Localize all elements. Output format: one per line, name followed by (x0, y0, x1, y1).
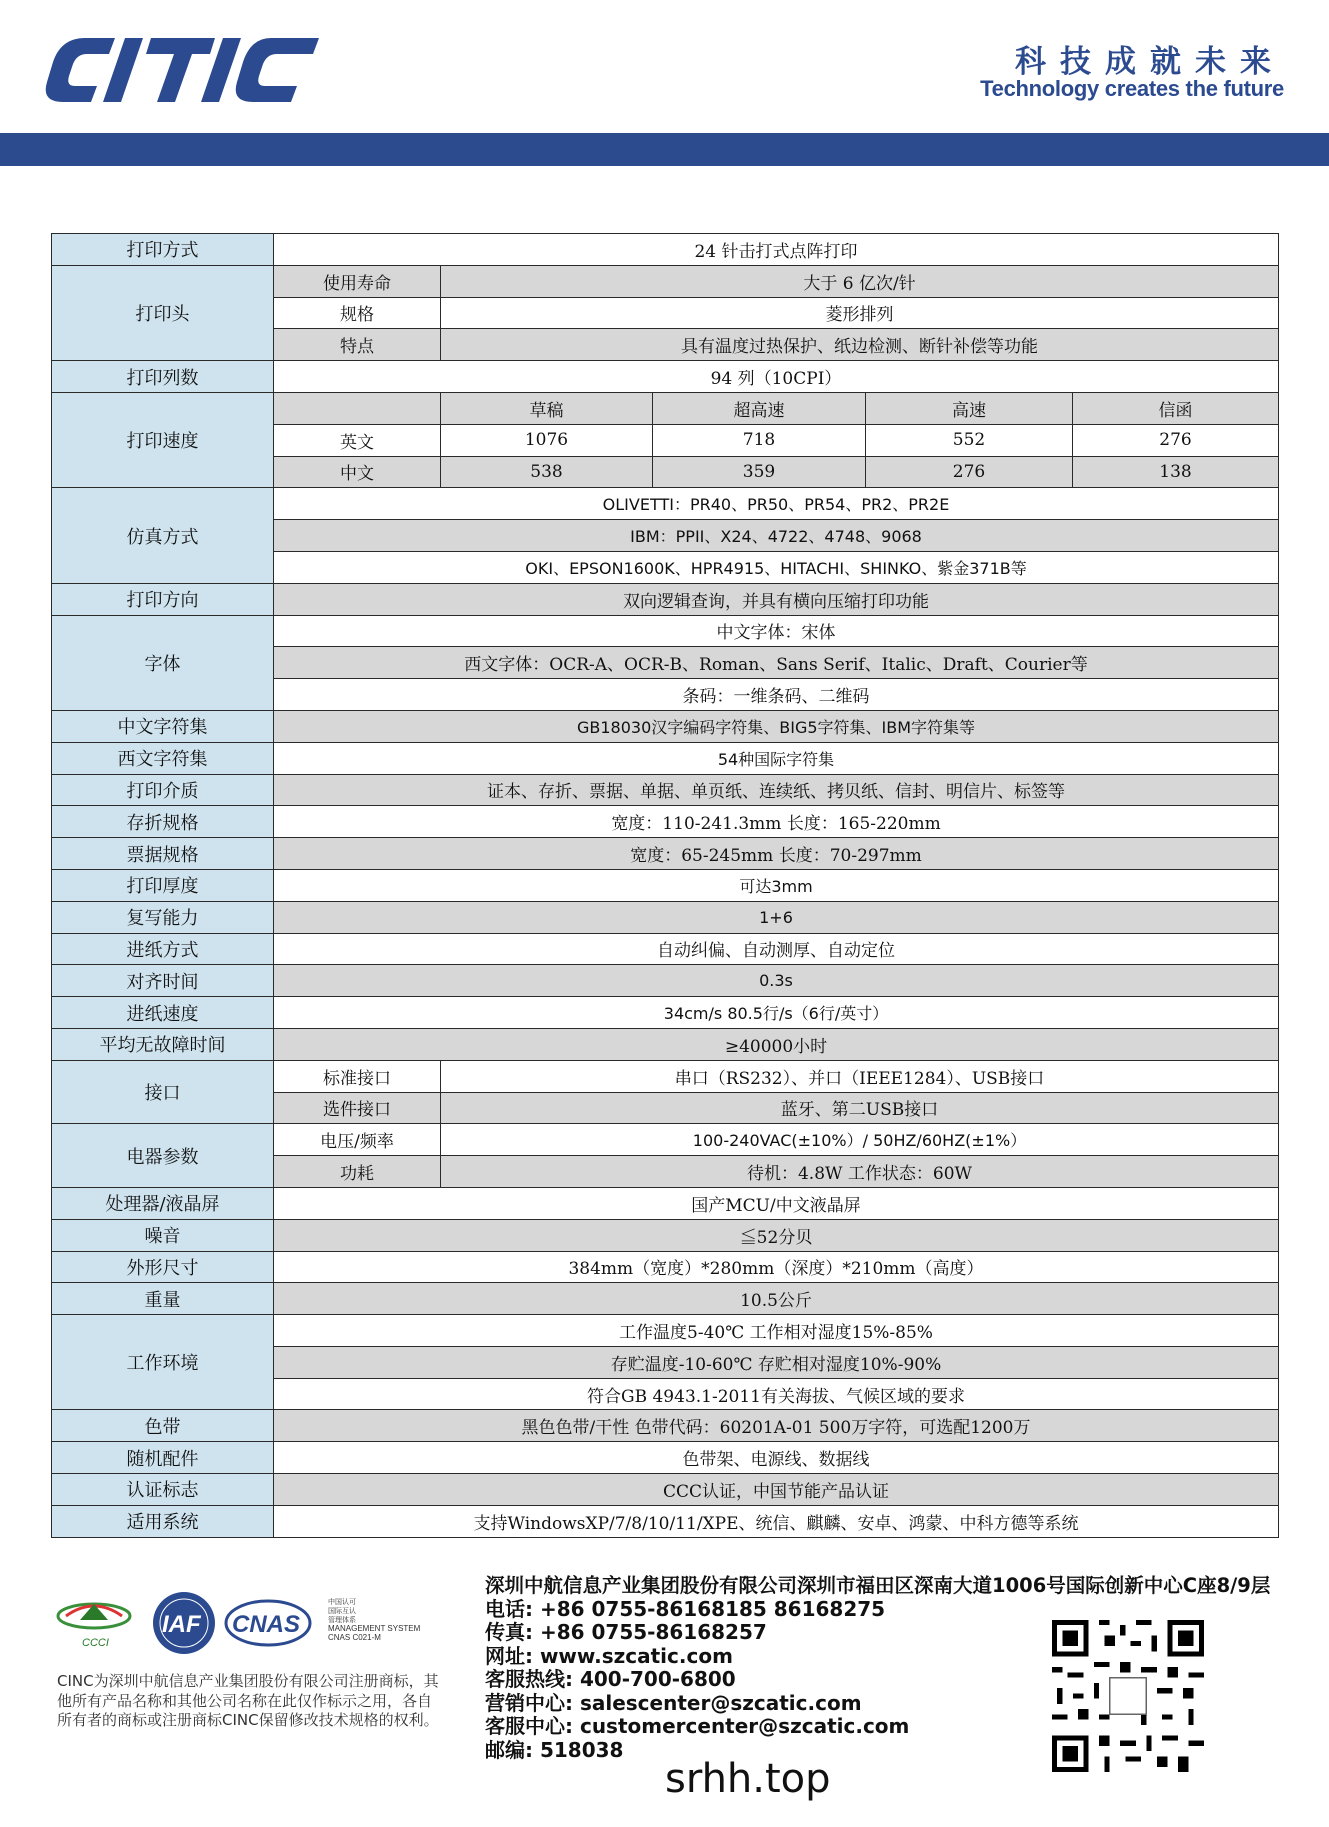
table-row (52, 1187, 1279, 1219)
watermark: srhh.top (665, 1756, 831, 1802)
speed-chinese-draft: 538 (441, 456, 653, 488)
weight-label: 重量 (52, 1283, 274, 1315)
company-address: 深圳中航信息产业集团股份有限公司深圳市福田区深南大道1006号国际创新中心C座8/9层 (485, 1574, 1271, 1597)
interface-optional-label: 选件接口 (274, 1092, 441, 1124)
phone: 电话: +86 0755-86168185 86168275 (485, 1596, 886, 1621)
systems-label: 适用系统 (52, 1505, 274, 1537)
fonts-value-3: 条码：一维条码、二维码 (274, 679, 1279, 711)
speed-english-letter: 276 (1073, 424, 1279, 456)
electrical-power-label: 功耗 (274, 1156, 441, 1188)
svg-text:CNAS: CNAS (232, 1611, 301, 1638)
cn-charset-value: GB18030汉字编码字符集、BIG5字符集、IBM字符集等 (274, 710, 1279, 742)
table-row (52, 806, 1279, 838)
dimensions-label: 外形尺寸 (52, 1251, 274, 1283)
iaf-logo (153, 1592, 215, 1654)
table-row (52, 933, 1279, 965)
fax: 传真: +86 0755-86168257 (485, 1620, 767, 1644)
speed-english-ultra: 718 (653, 424, 866, 456)
svg-text:CNAS C021-M: CNAS C021-M (328, 1633, 381, 1642)
print-method-label: 打印方式 (52, 234, 274, 266)
svg-text:中国认可: 中国认可 (328, 1598, 356, 1606)
thickness-value: 可达3mm (274, 869, 1279, 901)
cn-charset-label: 中文字符集 (52, 710, 274, 742)
table-row (52, 265, 1279, 297)
table-row (52, 361, 1279, 393)
table-row (52, 488, 1279, 520)
tagline-chinese: 科技成就未来 (1015, 44, 1285, 80)
table-row (52, 1060, 1279, 1092)
feed-mode-value: 自动纠偏、自动测厚、自动定位 (274, 933, 1279, 965)
table-row (52, 1315, 1279, 1347)
table-row (52, 1410, 1279, 1442)
speed-corner (274, 392, 441, 424)
copies-value: 1+6 (274, 901, 1279, 933)
table-row (52, 965, 1279, 997)
speed-header-ultra: 超高速 (653, 392, 866, 424)
table-row (52, 615, 1279, 647)
speed-chinese-label: 中文 (274, 456, 441, 488)
service-email[interactable]: 客服中心: customercenter@szcatic.com (485, 1714, 910, 1738)
speed-label: 打印速度 (52, 392, 274, 487)
table-row (52, 1251, 1279, 1283)
print-head-spec-label: 规格 (274, 297, 441, 329)
tagline-english: Technology creates the future (980, 76, 1284, 101)
weight-value: 10.5公斤 (274, 1283, 1279, 1315)
interface-standard-value: 串口（RS232）、并口（IEEE1284）、USB接口 (441, 1060, 1279, 1092)
postcode: 邮编: 518038 (485, 1737, 624, 1762)
media-label: 打印介质 (52, 774, 274, 806)
cpu-lcd-value: 国产MCU/中文液晶屏 (274, 1187, 1279, 1219)
noise-value: ≦52分贝 (274, 1219, 1279, 1251)
table-row (52, 838, 1279, 870)
electrical-voltage-label: 电压/频率 (274, 1124, 441, 1156)
svg-text:国际互认: 国际互认 (328, 1607, 356, 1615)
west-charset-label: 西文字符集 (52, 742, 274, 774)
sales-email[interactable]: 营销中心: salescenter@szcatic.com (485, 1690, 862, 1715)
citic-logo-text: CITIC (45, 34, 48, 35)
speed-english-label: 英文 (274, 424, 441, 456)
systems-value: 支持WindowsXP/7/8/10/11/XPE、统信、麒麟、安卓、鸿蒙、中科方德等系统 (274, 1505, 1279, 1537)
table-row (52, 1219, 1279, 1251)
print-head-label: 打印头 (52, 265, 274, 360)
passbook-label: 存折规格 (52, 806, 274, 838)
electrical-label: 电器参数 (52, 1124, 274, 1188)
table-row (52, 869, 1279, 901)
electrical-power-value: 待机：4.8W 工作状态：60W (441, 1156, 1279, 1188)
print-head-life-value: 大于 6 亿次/针 (441, 265, 1279, 297)
emulation-label: 仿真方式 (52, 488, 274, 583)
fonts-label: 字体 (52, 615, 274, 710)
cnas-logo (226, 1597, 421, 1645)
emulation-value-2: IBM：PPII、X24、4722、4748、9068 (274, 520, 1279, 552)
speed-chinese-high: 276 (866, 456, 1073, 488)
table-row (52, 234, 1279, 266)
table-row (52, 1442, 1279, 1474)
speed-chinese-letter: 138 (1073, 456, 1279, 488)
interface-optional-value: 蓝牙、第二USB接口 (441, 1092, 1279, 1124)
feed-mode-label: 进纸方式 (52, 933, 274, 965)
feed-speed-value: 34cm/s 80.5行/s（6行/英寸） (274, 997, 1279, 1029)
columns-value: 94 列（10CPI） (274, 361, 1279, 393)
mtbf-value: ≥40000小时 (274, 1028, 1279, 1060)
interface-label: 接口 (52, 1060, 274, 1124)
speed-header-draft: 草稿 (441, 392, 653, 424)
svg-text:IAF: IAF (162, 1611, 201, 1638)
table-row (52, 710, 1279, 742)
table-row (52, 1124, 1279, 1156)
table-row (52, 742, 1279, 774)
certification-value: CCC认证，中国节能产品认证 (274, 1474, 1279, 1506)
noise-label: 噪音 (52, 1219, 274, 1251)
west-charset-value: 54种国际字符集 (274, 742, 1279, 774)
direction-label: 打印方向 (52, 583, 274, 615)
ticket-label: 票据规格 (52, 838, 274, 870)
speed-english-high: 552 (866, 424, 1073, 456)
qr-code-icon (1052, 1620, 1204, 1772)
environment-value-1: 工作温度5-40℃ 工作相对湿度15%-85% (274, 1315, 1279, 1347)
ribbon-value: 黑色色带/干性 色带代码：60201A-01 500万字符，可选配1200万 (274, 1410, 1279, 1442)
table-row (52, 1283, 1279, 1315)
certification-logos (56, 1590, 436, 1665)
spec-table (51, 233, 1279, 1538)
passbook-value: 宽度：110-241.3mm 长度：165-220mm (274, 806, 1279, 838)
table-row (52, 583, 1279, 615)
print-head-spec-value: 菱形排列 (441, 297, 1279, 329)
align-time-label: 对齐时间 (52, 965, 274, 997)
electrical-voltage-value: 100-240VAC(±10%）/ 50HZ/60HZ(±1%） (441, 1124, 1279, 1156)
hotline: 客服热线: 400-700-6800 (485, 1667, 736, 1691)
speed-header-high: 高速 (866, 392, 1073, 424)
header-band (0, 133, 1329, 166)
print-method-value: 24 针击打式点阵打印 (274, 234, 1279, 266)
table-row (52, 1028, 1279, 1060)
trademark-note: CINC为深圳中航信息产业集团股份有限公司注册商标，其他所有产品名称和其他公司名称在此仅作标示之用，各自所有者的商标或注册商标CINC保留修改技术规格的权利。 (57, 1672, 439, 1729)
thickness-label: 打印厚度 (52, 869, 274, 901)
svg-text:CCCI: CCCI (82, 1637, 109, 1649)
fonts-value-1: 中文字体：宋体 (274, 615, 1279, 647)
table-row (52, 997, 1279, 1029)
website-link[interactable]: 网址: www.szcatic.com (485, 1643, 733, 1668)
speed-chinese-ultra: 359 (653, 456, 866, 488)
print-head-feature-label: 特点 (274, 329, 441, 361)
citic-logo (45, 34, 320, 106)
columns-label: 打印列数 (52, 361, 274, 393)
ccc-logo (58, 1604, 130, 1649)
emulation-value-3: OKI、EPSON1600K、HPR4915、HITACHI、SHINKO、紫金371B等 (274, 551, 1279, 583)
certification-label: 认证标志 (52, 1474, 274, 1506)
environment-label: 工作环境 (52, 1315, 274, 1410)
emulation-value-1: OLIVETTI：PR40、PR50、PR54、PR2、PR2E (274, 488, 1279, 520)
dimensions-value: 384mm（宽度）*280mm（深度）*210mm（高度） (274, 1251, 1279, 1283)
table-row (52, 1505, 1279, 1537)
speed-english-draft: 1076 (441, 424, 653, 456)
accessories-value: 色带架、电源线、数据线 (274, 1442, 1279, 1474)
table-row (52, 1474, 1279, 1506)
accessories-label: 随机配件 (52, 1442, 274, 1474)
feed-speed-label: 进纸速度 (52, 997, 274, 1029)
table-row (52, 901, 1279, 933)
fonts-value-2: 西文字体：OCR-A、OCR-B、Roman、Sans Serif、Italic、Draft、Courier等 (274, 647, 1279, 679)
svg-text:管理体系: 管理体系 (328, 1616, 356, 1624)
ribbon-label: 色带 (52, 1410, 274, 1442)
media-value: 证本、存折、票据、单据、单页纸、连续纸、拷贝纸、信封、明信片、标签等 (274, 774, 1279, 806)
print-head-feature-value: 具有温度过热保护、纸边检测、断针补偿等功能 (441, 329, 1279, 361)
direction-value: 双向逻辑查询，并具有横向压缩打印功能 (274, 583, 1279, 615)
svg-text:MANAGEMENT SYSTEM: MANAGEMENT SYSTEM (328, 1624, 421, 1633)
mtbf-label: 平均无故障时间 (52, 1028, 274, 1060)
cpu-lcd-label: 处理器/液晶屏 (52, 1187, 274, 1219)
environment-value-3: 符合GB 4943.1-2011有关海拔、气候区域的要求 (274, 1378, 1279, 1410)
interface-standard-label: 标准接口 (274, 1060, 441, 1092)
copies-label: 复写能力 (52, 901, 274, 933)
table-row (52, 392, 1279, 424)
align-time-value: 0.3s (274, 965, 1279, 997)
speed-header-letter: 信函 (1073, 392, 1279, 424)
ticket-value: 宽度：65-245mm 长度：70-297mm (274, 838, 1279, 870)
environment-value-2: 存贮温度-10-60℃ 存贮相对湿度10%-90% (274, 1346, 1279, 1378)
print-head-life-label: 使用寿命 (274, 265, 441, 297)
table-row (52, 774, 1279, 806)
